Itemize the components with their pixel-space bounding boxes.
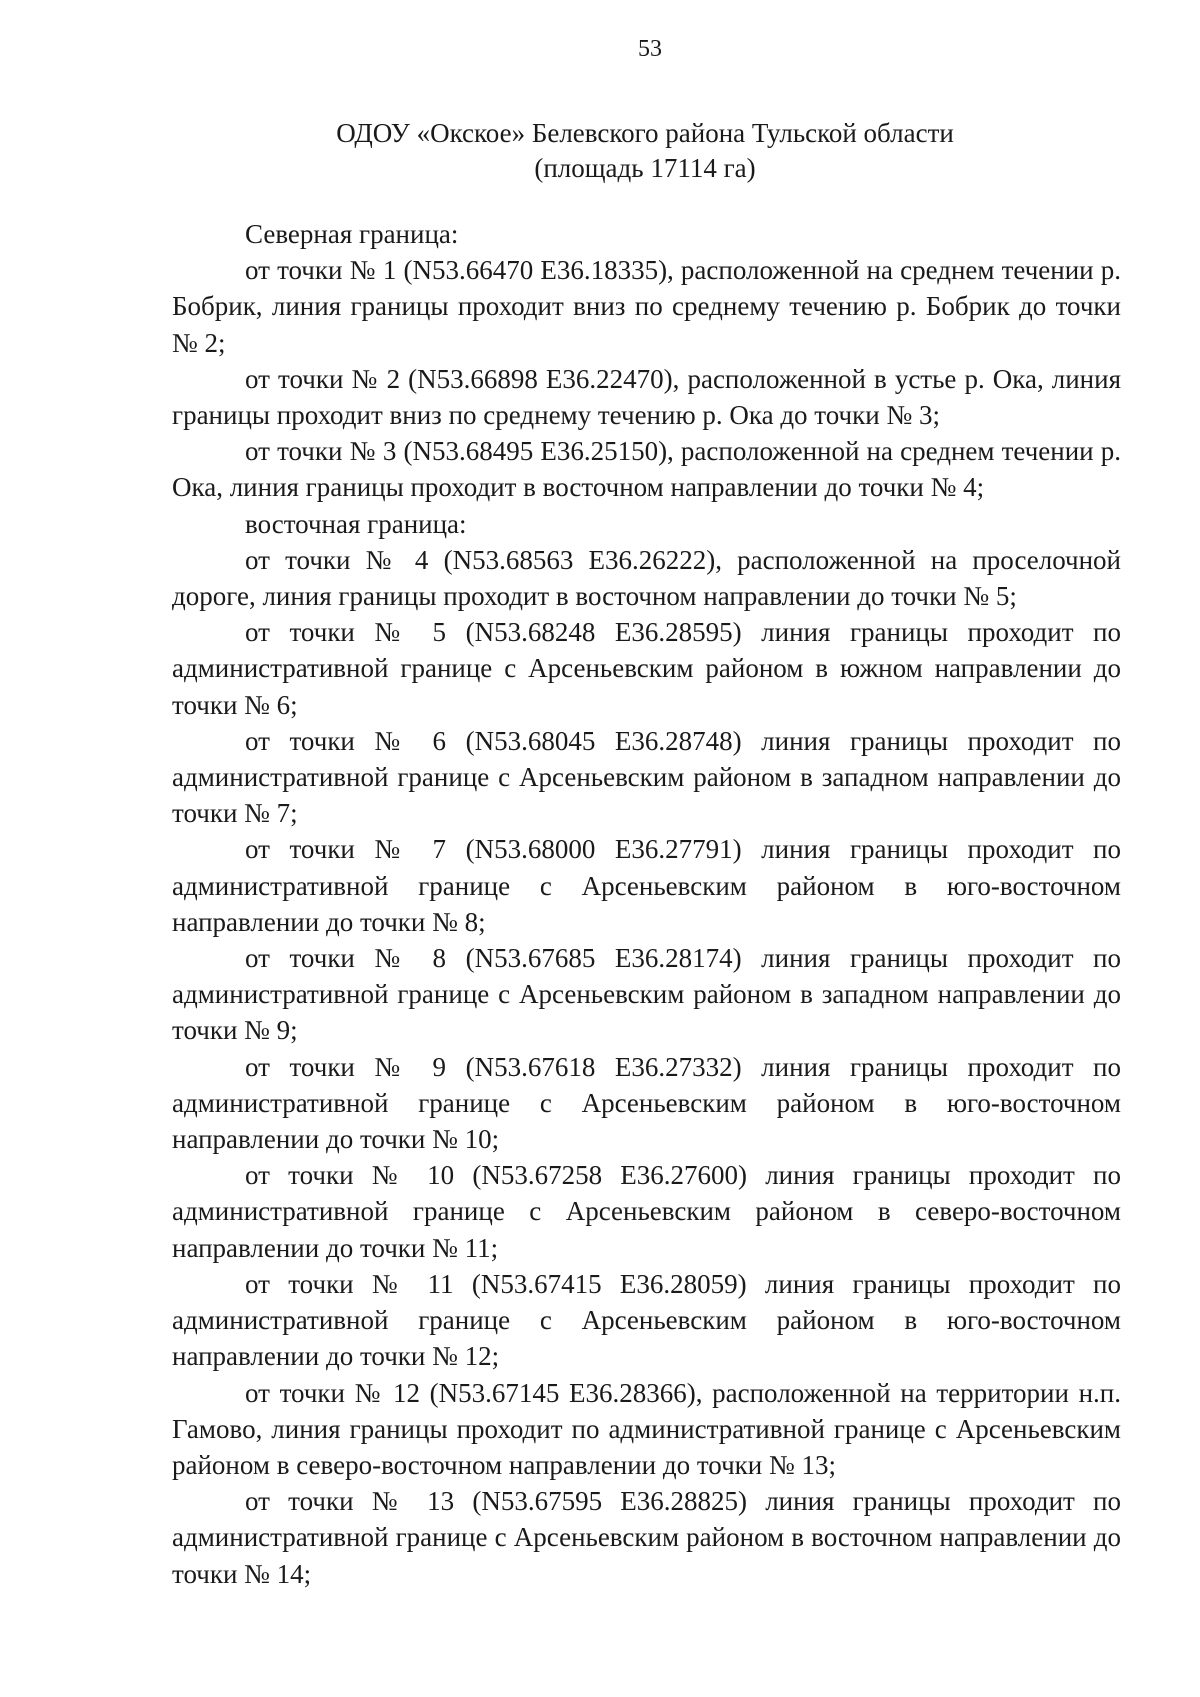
boundary-paragraph: от точки № 7 (N53.68000 E36.27791) линия границы проходит по административной границе с Арсеньевским районом в юго-восточном направлении до точки № 8; bbox=[172, 834, 1121, 937]
boundary-paragraph: от точки № 12 (N53.67145 E36.28366), расположенной на территории н.п. Гамово, линия границы проходит по административной границе с Арсеньевским районом в северо-восточном направлении до точки № 13; bbox=[172, 1377, 1121, 1480]
boundary-paragraph: от точки № 6 (N53.68045 E36.28748) линия границы проходит по административной границе с Арсеньевским районом в западном направлении до точки № 7; bbox=[172, 725, 1121, 829]
boundary-paragraph: от точки № 13 (N53.67595 E36.28825) линия границы проходит по административной границе с Арсеньевским районом в восточном направлении до точки № 14; bbox=[172, 1486, 1121, 1589]
boundary-paragraph: от точки № 5 (N53.68248 E36.28595) линия границы проходит по административной границе с Арсеньевским районом в южном направлении до точки № 6; bbox=[172, 617, 1121, 720]
boundary-paragraph: от точки № 4 (N53.68563 E36.26222), расположенной на проселочной дороге, линия границы проходит в восточном направлении до точки № 5; bbox=[172, 544, 1121, 612]
boundary-paragraph: от точки № 9 (N53.67618 E36.27332) линия границы проходит по административной границе с Арсеньевским районом в юго-восточном направлении до точки № 10; bbox=[172, 1051, 1121, 1155]
title-line-2: (площадь 17114 га) bbox=[534, 153, 756, 183]
boundary-paragraph: от точки № 3 (N53.68495 E36.25150), расположенной на среднем течении р. Ока, линия границы проходит в восточном направлении до точки № 4; bbox=[172, 436, 1121, 503]
document-title bbox=[170, 116, 1120, 186]
boundary-paragraph: от точки № 8 (N53.67685 E36.28174) линия границы проходит по административной границе с Арсеньевским районом в западном направлении до точки № 9; bbox=[172, 943, 1121, 1046]
boundary-paragraph: от точки № 11 (N53.67415 E36.28059) линия границы проходит по административной границе с Арсеньевским районом в юго-восточном направлении до точки № 12; bbox=[172, 1268, 1121, 1372]
section-heading-north: Северная граница: bbox=[245, 219, 459, 249]
page-number: 53 bbox=[638, 36, 662, 62]
section-heading-east: восточная граница: bbox=[245, 508, 467, 539]
document-body bbox=[172, 216, 1121, 1592]
title-line-1: ОДОУ «Окское» Белевского района Тульской области bbox=[336, 118, 954, 148]
boundary-paragraph: от точки № 10 (N53.67258 E36.27600) линия границы проходит по административной границе с Арсеньевским районом в северо-восточном направлении до точки № 11; bbox=[172, 1160, 1121, 1263]
boundary-paragraph: от точки № 2 (N53.66898 E36.22470), расположенной в устье р. Ока, линия границы проходит вниз по среднему течению р. Ока до точки № 3; bbox=[172, 363, 1121, 431]
boundary-paragraph: от точки № 1 (N53.66470 E36.18335), расположенной на среднем течении р. Бобрик, линия границы проходит вниз по среднему течению р. Бобрик до точки № 2; bbox=[172, 255, 1121, 358]
